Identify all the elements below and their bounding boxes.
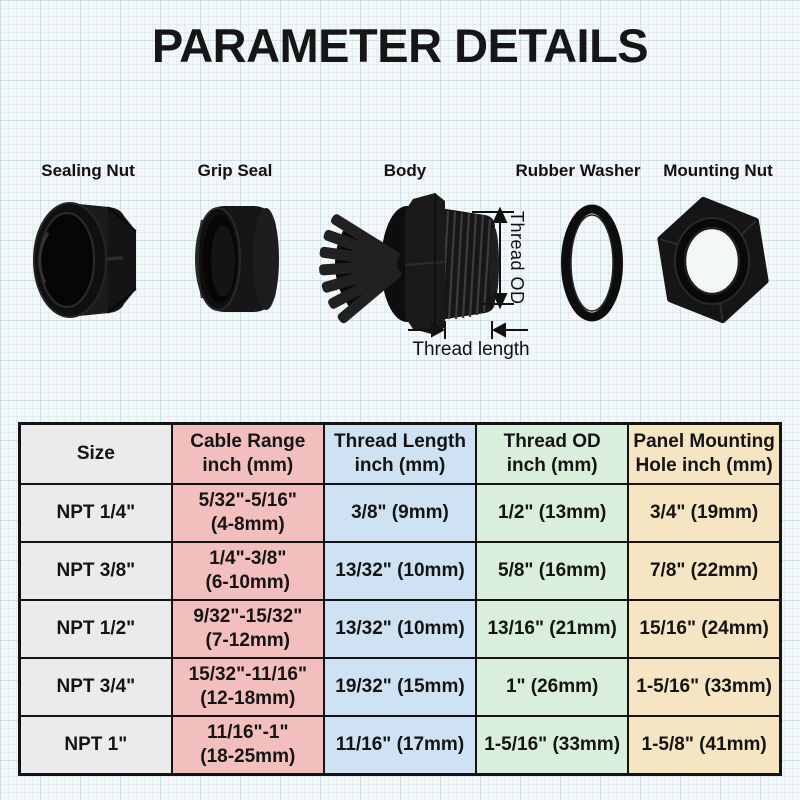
- table-row: [20, 542, 781, 600]
- panel-hole-cell: 7/8" (22mm): [628, 542, 780, 600]
- thread-od-header: Thread OD inch (mm): [476, 424, 628, 485]
- thread-od-cell: 1-5/16" (33mm): [476, 716, 628, 775]
- table-header-row: [20, 424, 781, 485]
- label-sealing-nut: Sealing Nut: [41, 161, 135, 180]
- grip-seal-image: [188, 202, 288, 316]
- panel-hole-cell: 3/4" (19mm): [628, 484, 780, 542]
- table-row: [20, 658, 781, 716]
- page-title: PARAMETER DETAILS: [151, 19, 649, 72]
- thread-length-header: Thread Length inch (mm): [324, 424, 476, 485]
- rubber-washer-image: [560, 204, 624, 322]
- label-body: Body: [383, 161, 427, 180]
- panel-hole-cell: 15/16" (24mm): [628, 600, 780, 658]
- cable-range-cell: 9/32"-15/32" (7-12mm): [172, 600, 324, 658]
- size-header: Size: [20, 424, 172, 485]
- thread-od-cell: 5/8" (16mm): [476, 542, 628, 600]
- table-row: [20, 716, 781, 775]
- label-mounting-nut: Mounting Nut: [663, 161, 773, 180]
- table-row: [20, 484, 781, 542]
- size-cell: NPT 1/2": [20, 600, 172, 658]
- thread-length-cell: 13/32" (10mm): [324, 542, 476, 600]
- thread-od-annotation: Thread OD: [507, 211, 527, 305]
- thread-length-cell: 19/32" (15mm): [324, 658, 476, 716]
- thread-length-annotation: Thread length: [412, 339, 530, 360]
- label-rubber-washer: Rubber Washer: [515, 161, 641, 180]
- size-cell: NPT 3/8": [20, 542, 172, 600]
- label-grip-seal: Grip Seal: [197, 161, 273, 180]
- table-row: [20, 600, 781, 658]
- size-cell: NPT 1": [20, 716, 172, 775]
- cable-range-cell: 11/16"-1" (18-25mm): [172, 716, 324, 775]
- size-cell: NPT 1/4": [20, 484, 172, 542]
- thread-length-cell: 13/32" (10mm): [324, 600, 476, 658]
- panel-hole-header: Panel Mounting Hole inch (mm): [628, 424, 780, 485]
- thread-length-cell: 11/16" (17mm): [324, 716, 476, 775]
- mounting-nut-image: [654, 196, 774, 324]
- sealing-nut-image: [26, 197, 144, 325]
- cable-range-cell: 1/4"-3/8" (6-10mm): [172, 542, 324, 600]
- panel-hole-cell: 1-5/8" (41mm): [628, 716, 780, 775]
- parameters-table: [18, 422, 782, 776]
- thread-od-cell: 1" (26mm): [476, 658, 628, 716]
- thread-od-cell: 1/2" (13mm): [476, 484, 628, 542]
- cable-range-cell: 15/32"-11/16" (12-18mm): [172, 658, 324, 716]
- size-cell: NPT 3/4": [20, 658, 172, 716]
- cable-range-header: Cable Range inch (mm): [172, 424, 324, 485]
- panel-hole-cell: 1-5/16" (33mm): [628, 658, 780, 716]
- thread-length-cell: 3/8" (9mm): [324, 484, 476, 542]
- thread-od-cell: 13/16" (21mm): [476, 600, 628, 658]
- cable-range-cell: 5/32"-5/16" (4-8mm): [172, 484, 324, 542]
